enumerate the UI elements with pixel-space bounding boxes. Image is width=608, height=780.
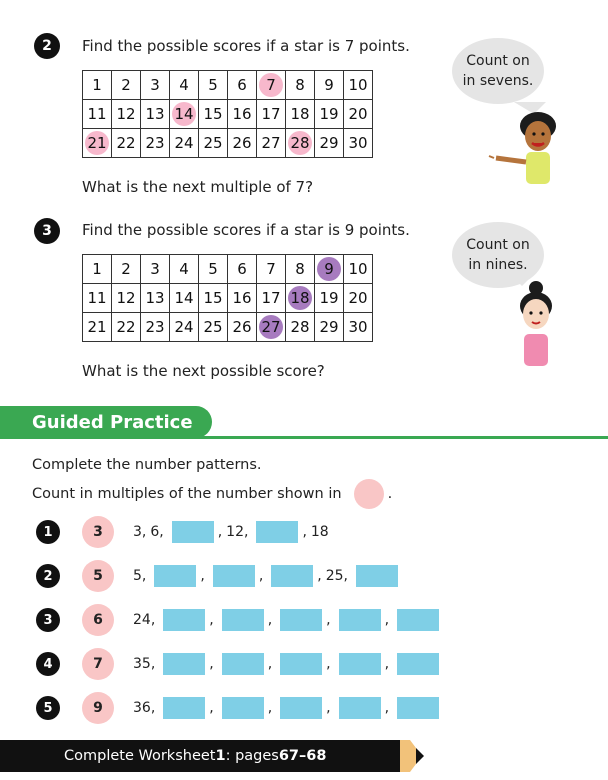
grid-number: 3 — [150, 260, 160, 278]
grid-number: 20 — [348, 289, 368, 307]
sequence-value: 35, — [133, 656, 156, 672]
footer-sheet-number: 1 — [215, 748, 226, 764]
grid-cell — [141, 129, 170, 158]
footer-pages: 67–68 — [278, 748, 327, 764]
grid-cell — [170, 129, 199, 158]
grid-cell — [141, 100, 170, 129]
grid-number: 21 — [87, 318, 107, 336]
grid-cell — [199, 100, 228, 129]
sequence-value: 5, — [133, 568, 147, 584]
answer-blank[interactable] — [163, 697, 205, 719]
grid-cell — [286, 71, 315, 100]
grid-number: 16 — [232, 105, 252, 123]
grid-cell — [257, 71, 286, 100]
girl-character-illustration — [500, 272, 570, 368]
grid-number: 10 — [348, 260, 368, 278]
multiple-circle: 9 — [82, 692, 114, 724]
grid-number: 3 — [150, 76, 160, 94]
sequence-value: , — [384, 612, 390, 628]
highlighted-number: 14 — [172, 102, 196, 126]
sequence-value: , — [217, 524, 223, 540]
answer-blank[interactable] — [172, 521, 214, 543]
question-3-number: 3 — [34, 218, 60, 244]
grid-number: 13 — [145, 105, 165, 123]
grid-cell — [344, 71, 373, 100]
grid-number: 24 — [174, 318, 194, 336]
answer-blank[interactable] — [222, 653, 264, 675]
answer-blank[interactable] — [154, 565, 196, 587]
grid-cell — [83, 313, 112, 342]
grid-number: 18 — [290, 105, 310, 123]
grid-number: 10 — [348, 76, 368, 94]
practice-number: 2 — [36, 564, 60, 588]
grid-number: 5 — [208, 260, 218, 278]
question-3-text: Find the possible scores if a star is 9 points. — [82, 221, 410, 239]
grid-cell — [170, 100, 199, 129]
bubble-line-2: in sevens. — [462, 73, 534, 89]
grid-row — [83, 255, 373, 284]
grid-cell — [112, 284, 141, 313]
grid-number: 24 — [174, 134, 194, 152]
grid-cell — [257, 255, 286, 284]
footer-prefix: Complete Worksheet — [64, 748, 216, 764]
grid-cell — [344, 284, 373, 313]
grid-number: 11 — [87, 289, 107, 307]
grid-number: 26 — [232, 134, 252, 152]
grid-number: 13 — [145, 289, 165, 307]
guided-practice-header: Guided Practice — [0, 406, 212, 438]
sequence-value: 25, — [325, 568, 348, 584]
grid-cell — [83, 255, 112, 284]
highlighted-number: 9 — [317, 257, 341, 281]
answer-blank[interactable] — [222, 609, 264, 631]
grid-row — [83, 284, 373, 313]
grid-cell — [170, 71, 199, 100]
multiple-circle: 7 — [82, 648, 114, 680]
grid-number: 9 — [324, 76, 334, 94]
grid-cell — [257, 129, 286, 158]
sequence-value: , — [209, 612, 214, 628]
instruction-line-1: Complete the number patterns. — [32, 457, 262, 473]
multiple-circle: 6 — [82, 604, 114, 636]
question-3-followup: What is the next possible score? — [82, 362, 325, 380]
sequence-value: , — [326, 700, 331, 716]
grid-cell — [170, 255, 199, 284]
grid-cell — [344, 255, 373, 284]
practice-number: 4 — [36, 652, 60, 676]
worksheet-footer — [0, 740, 400, 772]
grid-cell — [315, 284, 344, 313]
sequence-value: , — [200, 568, 205, 584]
section-divider — [0, 436, 608, 439]
grid-number: 25 — [203, 318, 223, 336]
answer-blank[interactable] — [397, 653, 439, 675]
answer-blank[interactable] — [339, 609, 381, 631]
sequence-value: , — [302, 524, 307, 540]
grid-cell — [112, 313, 141, 342]
answer-blank[interactable] — [339, 653, 381, 675]
grid-cell — [344, 313, 373, 342]
grid-number: 12 — [116, 105, 136, 123]
grid-number: 4 — [179, 260, 189, 278]
grid-number: 5 — [208, 76, 218, 94]
answer-blank[interactable] — [397, 609, 439, 631]
sequence-value: , — [258, 568, 264, 584]
grid-cell — [112, 129, 141, 158]
multiple-circle: 3 — [82, 516, 114, 548]
answer-blank[interactable] — [163, 653, 205, 675]
grid-cell — [141, 255, 170, 284]
grid-number: 29 — [319, 318, 339, 336]
grid-cell — [170, 313, 199, 342]
grid-number: 23 — [145, 134, 165, 152]
grid-number: 4 — [179, 76, 189, 94]
answer-blank[interactable] — [397, 697, 439, 719]
grid-cell — [315, 255, 344, 284]
number-sequence — [133, 608, 443, 632]
highlighted-number: 18 — [288, 286, 312, 310]
grid-cell — [199, 255, 228, 284]
grid-cell — [170, 284, 199, 313]
grid-cell — [315, 71, 344, 100]
grid-number: 11 — [87, 105, 107, 123]
grid-number: 14 — [174, 289, 194, 307]
grid-cell — [199, 129, 228, 158]
sequence-value: , — [326, 656, 331, 672]
number-sequence — [133, 520, 333, 544]
sequence-value: 3, — [133, 524, 147, 540]
grid-number: 22 — [116, 134, 136, 152]
grid-number: 29 — [319, 134, 339, 152]
grid-cell — [315, 313, 344, 342]
grid-cell — [315, 129, 344, 158]
grid-number: 15 — [203, 289, 223, 307]
highlighted-number: 28 — [288, 131, 312, 155]
grid-number: 30 — [348, 318, 368, 336]
grid-number: 6 — [237, 260, 247, 278]
sequence-value: , — [326, 612, 331, 628]
grid-row — [83, 71, 373, 100]
question-2-followup: What is the next multiple of 7? — [82, 178, 314, 196]
grid-number: 28 — [290, 318, 310, 336]
sequence-value: 6, — [150, 524, 164, 540]
sequence-value: , — [384, 700, 390, 716]
grid-number: 27 — [261, 134, 281, 152]
number-sequence — [133, 696, 443, 720]
grid-number: 1 — [92, 76, 102, 94]
grid-number: 19 — [319, 105, 339, 123]
answer-blank[interactable] — [256, 521, 298, 543]
grid-cell — [286, 255, 315, 284]
grid-number: 1 — [92, 260, 102, 278]
highlighted-number: 21 — [85, 131, 109, 155]
grid-number: 25 — [203, 134, 223, 152]
practice-number: 3 — [36, 608, 60, 632]
question-2-text: Find the possible scores if a star is 7 points. — [82, 37, 410, 55]
answer-blank[interactable] — [280, 697, 322, 719]
number-sequence — [133, 564, 402, 588]
answer-blank[interactable] — [356, 565, 398, 587]
practice-number: 1 — [36, 520, 60, 544]
grid-number: 26 — [232, 318, 252, 336]
grid-row — [83, 100, 373, 129]
grid-cell — [141, 313, 170, 342]
answer-blank[interactable] — [213, 565, 255, 587]
instruction-line-2-text: Count in multiples of the number shown in — [32, 486, 342, 502]
instruction-line-2-end: . — [387, 486, 393, 502]
grid-cell — [228, 129, 257, 158]
pink-circle-key — [354, 479, 384, 509]
grid-cell — [83, 284, 112, 313]
highlighted-number: 27 — [259, 315, 283, 339]
sequence-value: , — [209, 656, 214, 672]
multiple-circle: 5 — [82, 560, 114, 592]
grid-cell — [112, 255, 141, 284]
sequence-value: 24, — [133, 612, 156, 628]
grid-cell — [112, 71, 141, 100]
grid-number: 15 — [203, 105, 223, 123]
grid-cell — [286, 284, 315, 313]
answer-blank[interactable] — [222, 697, 264, 719]
answer-blank[interactable] — [339, 697, 381, 719]
highlighted-number: 7 — [259, 73, 283, 97]
grid-cell — [228, 100, 257, 129]
footer-middle: : pages — [225, 748, 279, 764]
grid-row — [83, 313, 373, 342]
grid-cell — [315, 100, 344, 129]
grid-cell — [286, 129, 315, 158]
answer-blank[interactable] — [271, 565, 313, 587]
sequence-value: , — [267, 700, 273, 716]
number-grid-7 — [82, 70, 373, 158]
grid-number: 7 — [266, 260, 276, 278]
sequence-value: 36, — [133, 700, 156, 716]
grid-cell — [257, 100, 286, 129]
grid-number: 2 — [121, 260, 131, 278]
grid-cell — [228, 284, 257, 313]
grid-cell — [83, 100, 112, 129]
grid-cell — [83, 71, 112, 100]
bubble-line-1: Count on — [466, 53, 530, 69]
grid-cell — [141, 284, 170, 313]
grid-number: 16 — [232, 289, 252, 307]
answer-blank[interactable] — [280, 609, 322, 631]
grid-cell — [344, 100, 373, 129]
bubble-line-2: in nines. — [468, 257, 528, 273]
grid-cell — [141, 71, 170, 100]
pencil-tip-icon — [400, 740, 426, 772]
grid-number: 6 — [237, 76, 247, 94]
grid-number: 2 — [121, 76, 131, 94]
grid-cell — [228, 313, 257, 342]
grid-number: 8 — [295, 76, 305, 94]
grid-cell — [199, 284, 228, 313]
sequence-value: , — [267, 656, 273, 672]
grid-cell — [286, 100, 315, 129]
grid-number: 20 — [348, 105, 368, 123]
grid-cell — [286, 313, 315, 342]
answer-blank[interactable] — [280, 653, 322, 675]
grid-number: 17 — [261, 105, 281, 123]
grid-cell — [112, 100, 141, 129]
sequence-value: , — [267, 612, 273, 628]
sequence-value: , — [209, 700, 214, 716]
sequence-value: , — [384, 656, 390, 672]
grid-cell — [257, 284, 286, 313]
grid-number: 22 — [116, 318, 136, 336]
question-2-number: 2 — [34, 33, 60, 59]
grid-cell — [199, 71, 228, 100]
grid-row — [83, 129, 373, 158]
answer-blank[interactable] — [163, 609, 205, 631]
grid-cell — [257, 313, 286, 342]
bubble-line-1: Count on — [466, 237, 530, 253]
number-grid-9 — [82, 254, 373, 342]
grid-number: 19 — [319, 289, 339, 307]
sequence-value: 12, — [226, 524, 249, 540]
grid-number: 30 — [348, 134, 368, 152]
grid-number: 17 — [261, 289, 281, 307]
grid-cell — [228, 71, 257, 100]
speech-bubble-sevens — [452, 38, 544, 104]
grid-cell — [228, 255, 257, 284]
practice-number: 5 — [36, 696, 60, 720]
grid-cell — [83, 129, 112, 158]
number-sequence — [133, 652, 443, 676]
sequence-value: , — [317, 568, 322, 584]
boy-character-illustration — [484, 96, 574, 186]
grid-cell — [199, 313, 228, 342]
instruction-line-2 — [32, 479, 392, 509]
grid-number: 23 — [145, 318, 165, 336]
grid-cell — [344, 129, 373, 158]
grid-number: 8 — [295, 260, 305, 278]
grid-number: 12 — [116, 289, 136, 307]
sequence-value: 18 — [310, 524, 329, 540]
